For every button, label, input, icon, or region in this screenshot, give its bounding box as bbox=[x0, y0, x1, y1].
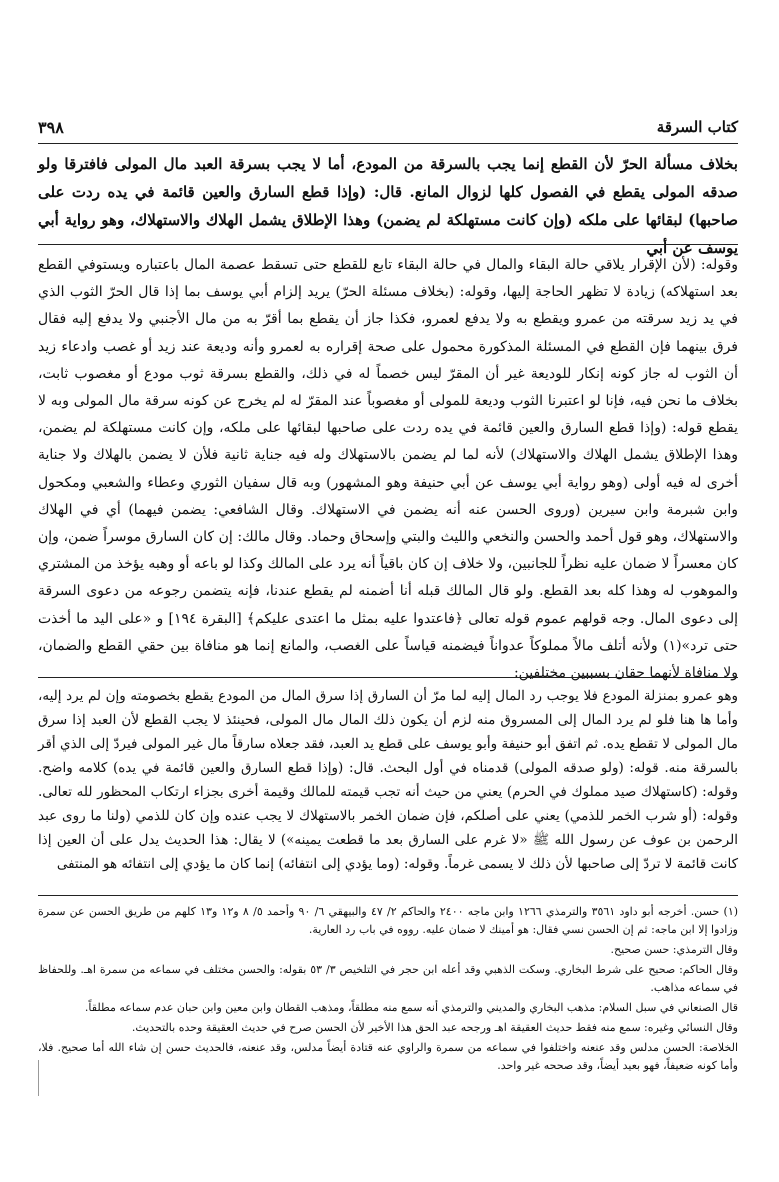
margin-mark bbox=[38, 1060, 39, 1096]
footnote-paragraph: وقال النسائي وغيره: سمع منه فقط حديث العقيقة اهـ ورجحه عبد الحق هذا الأخير لأن الحسن صرح في حديث العقيقة وحده بالتحديث. bbox=[131, 1021, 738, 1034]
page-number: ٣٩٨ bbox=[38, 118, 64, 137]
matn-separator bbox=[38, 244, 738, 245]
commentary-separator bbox=[38, 677, 738, 678]
footnote-paragraph: الخلاصة: الحسن مدلس وقد عنعنه واختلفوا في سماعه من سمرة والراوي عنه قتادة أيضاً مدلس، وقد عنعنه، فالحديث حسن إن شاء الله أما صحيح. فلا، وأما كونه ضعيفاً، فهو بعيد أيضاً، وقد صححه غير واحد. bbox=[38, 1041, 738, 1072]
matn-text: بخلاف مسألة الحرّ لأن القطع إنما يجب بالسرقة من المودع، أما لا يجب بسرقة العبد مال المولى فافترقا ولو صدقه المولى يقطع في الفصول كلها لزوال المانع. قال: (وإذا قطع السارق والعين قائمة في يده ردت على صاحبها) لبقائها على ملكه (وإن كانت مستهلكة لم يضمن) وهذا الإطلاق يشمل الهلاك والاستهلاك، وهو رواية أبي يوسف عن أبي bbox=[38, 155, 738, 257]
footnote-paragraph: وقال الترمذي: حسن صحيح. bbox=[610, 943, 738, 956]
footnote-paragraph: (١) حسن. أخرجه أبو داود ٣٥٦١ والترمذي ١٢٦٦ وابن ماجه ٢٤٠٠ والحاكم ٢/ ٤٧ والبيهقي ٦/ ٩٠ وأحمد ٥/ ٨ و١٢ و١٣ كلهم من طريق الحسن عن سمرة وزادوا إلا ابن ماجه: ثم إن الحسن نسي فقال: هو أمينك لا ضمان عليه. رووه في باب رد العارية. bbox=[38, 905, 739, 936]
book-page bbox=[38, 0, 738, 1182]
footnote-paragraph: وقال الحاكم: صحيح على شرط البخاري. وسكت الذهبي وقد أعله ابن حجر في التلخيص ٣/ ٥٣ بقوله: والحسن مختلف في سماعه من سمرة اهـ. وللحفاظ في سماعه مذاهب. bbox=[38, 963, 739, 994]
running-header bbox=[38, 118, 738, 140]
chapter-title: كتاب السرقة bbox=[656, 118, 738, 136]
hashiya-commentary: وهو عمرو بمنزلة المودع فلا يوجب رد المال إليه لما مرّ أن السارق إذا سرق المال من المودع يقطع بخصومته وإن لم يرد إليه، وأما ها هنا فلو لم يرد المال إلى المسروق منه لزم أن يكون ذلك المال مال المولى، فحينئذ لا يجب القطع لأن العبد إذا سرق مال المولى لا تقطع يده. ثم اتفق أبو حنيفة وأبو يوسف على قطع يد العبد، فقد جعلاه سارقاً مال غير المولى فيردّ إلى الذي أقر بالسرقة منه. قوله: (ولو صدقه المولى) قدمناه في أول البحث. قال: (وإذا قطع السارق والعين قائمة في يده) كلامه واضح. وقوله: (كاستهلاك صيد مملوك في الحرم) يعني من حيث أنه تجب قيمته للمالك وقيمة أخرى بجزاء ارتكاب المحظور لله تعالى. وقوله: (أو شرب الخمر للذمي) يعني على أصلكم، فإن ضمان الخمر بالاستهلاك لا يجب عنده وإن كان للذمي (ولنا ما روى عبد الرحمن بن عوف عن رسول الله ﷺ «لا غرم على السارق بعد ما قطعت يمينه») لا يقال: هذا الحديث يدل على أن العين إذا كانت قائمة لا تردّ إلى صاحبها لأن ذلك لا يسمى غرماً. وقوله: (وما يؤدي إلى انتفائه) إنما كان ما يؤدي إلى انتفائه هو المنتفى bbox=[38, 688, 738, 872]
footnote-paragraph: قال الصنعاني في سبل السلام: مذهب البخاري والمديني والترمذي أنه سمع منه مطلقاً، ومذهب القطان وابن معين وابن حبان عدم سماعه مطلقاً. bbox=[84, 1001, 738, 1014]
footnote-separator bbox=[38, 895, 738, 896]
footnotes bbox=[38, 903, 738, 1077]
sharh-commentary: وقوله: (لأن الإقرار يلاقي حالة البقاء والمال في حالة البقاء تابع للقطع حتى تسقط عصمة المال باعتباره ويستوفي القطع بعد استهلاكه) زيادة لا تظهر الحاجة إليها، وقوله: (بخلاف مسئلة الحرّ) يريد إلزام أبي يوسف بما إذا قال الحرّ الثوب الذي في يد زيد سرقته من عمرو ويقطع به ولا يدفع لعمرو، فكذا جاز أن يقطع بما أقرّ به من مال الأجنبي ولا يدفع إليه فقال فرق بينهما فإن القطع في المسئلة المذكورة محمول على صحة إقراره به لعمرو وأنه وديعة عند زيد أو غصب وادعاء زيد أن الثوب له جاز كونه إنكار للوديعة غير أن المقرّ ليس خصماً له في ذلك، والقطع بسرقة ثوب مودع أو مغصوب ثابت، بخلاف ما نحن فيه، فإنا لو اعتبرنا الثوب وديعة للمولى أو مغصوباً عند المقرّ له لم يخرج عن كونه سرقة مال المولى وبه لا يقطع قوله: (وإذا قطع السارق والعين قائمة في يده ردت على صاحبها لبقائها على ملكه، وإن كانت مستهلكة لم يضمن، وهذا الإطلاق يشمل الهلاك والاستهلاك) لأنه لما لم يضمن بالاستهلاك وله فيه جناية ثانية فلأن لا يضمن بالهلاك ولا جناية أخرى له فيه أولى (وهو رواية أبي يوسف عن أبي حنيفة وهو المشهور) وبه قال سفيان الثوري وعطاء والشعبي ومكحول وابن شبرمة وابن سيرين (وروى الحسن عنه أنه يضمن في الاستهلاك. وقال الشافعي: يضمن فيهما) أي في الهلاك والاستهلاك، وهو قول أحمد والحسن والنخعي والليث والبتي وإسحاق وحماد. وقال مالك: إن كان السارق موسراً ضمن، وإن كان معسراً لا ضمان عليه نظراً للجانبين، ولا خلاف إن كان باقياً أنه يرد على المالك وكذا لو باعه أو وهبه يؤخذ من المشتري والموهوب له وهذا كله بعد القطع. ولو قال المالك قبله أنا أضمنه لم يقطع عندنا، فإنه يتضمن رجوعه من دعوى السرقة إلى دعوى المال. وجه قولهم عموم قوله تعالى ﴿فاعتدوا عليه بمثل ما اعتدى عليكم﴾ [البقرة ١٩٤] و «على اليد ما أخذت حتى ترد»(١) ولأنه أتلف مالاً مملوكاً عدواناً فيضمنه قياساً على الغصب، والمانع إنما هو منافاة بين حقي القطع والضمان، ولا منافاة لأنهما حقان بسببين مختلفين: bbox=[38, 257, 739, 682]
header-rule bbox=[38, 143, 738, 144]
